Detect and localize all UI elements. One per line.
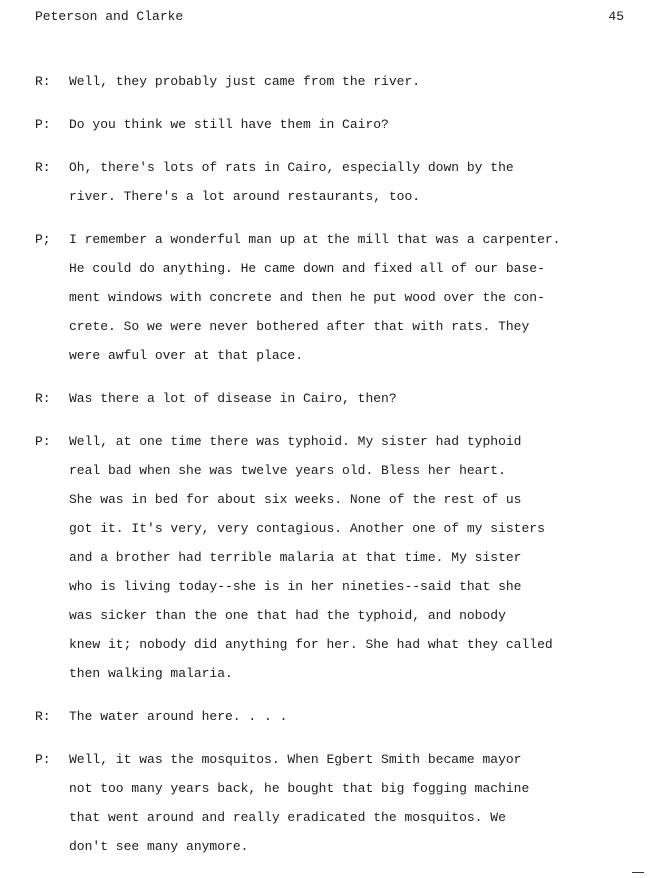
turn-text [69, 384, 625, 413]
text-line: were awful over at that place. [69, 348, 304, 363]
transcript-turn [35, 153, 625, 211]
text-line: ment windows with concrete and then he put wood over the con- [69, 290, 545, 305]
speaker-label: R: [35, 391, 51, 406]
text-line: don't see many anymore. [69, 839, 249, 854]
text-line: She was in bed for about six weeks. None of the rest of us [69, 492, 522, 507]
speaker-label: P; [35, 232, 51, 247]
turn-text [69, 745, 625, 861]
text-line: that went around and really eradicated the mosquitos. We [69, 810, 506, 825]
text-line: Well, they probably just came from the river. [69, 74, 421, 89]
text-line: was sicker than the one that had the typhoid, and nobody [69, 608, 506, 623]
transcript-turn [35, 702, 625, 731]
text-line: Well, at one time there was typhoid. My sister had typhoid [69, 434, 522, 449]
text-line: who is living today--she is in her nineties--said that she [69, 579, 522, 594]
turn-text [69, 427, 625, 688]
turn-text [69, 153, 625, 211]
corner-mark [632, 872, 644, 873]
text-line: river. There's a lot around restaurants, too. [69, 189, 421, 204]
speaker-label: P: [35, 117, 51, 132]
text-line: not too many years back, he bought that big fogging machine [69, 781, 530, 796]
text-line: Well, it was the mosquitos. When Egbert Smith became mayor [69, 752, 522, 767]
transcript-turn [35, 110, 625, 139]
text-line: real bad when she was twelve years old. Bless her heart. [69, 463, 506, 478]
page-number: 45 [608, 9, 624, 24]
speaker-label: R: [35, 74, 51, 89]
text-line: crete. So we were never bothered after that with rats. They [69, 319, 530, 334]
text-line: I remember a wonderful man up at the mill that was a carpenter. [69, 232, 561, 247]
text-line: Oh, there's lots of rats in Cairo, especially down by the [69, 160, 514, 175]
transcript-turn [35, 427, 625, 688]
text-line: knew it; nobody did anything for her. She had what they called [69, 637, 553, 652]
text-line: then walking malaria. [69, 666, 233, 681]
speaker-label: R: [35, 709, 51, 724]
speaker-label: P: [35, 434, 51, 449]
text-line: got it. It's very, very contagious. Another one of my sisters [69, 521, 545, 536]
text-line: He could do anything. He came down and fixed all of our base- [69, 261, 545, 276]
text-line: Was there a lot of disease in Cairo, then? [69, 391, 397, 406]
turn-text [69, 110, 625, 139]
text-line: and a brother had terrible malaria at that time. My sister [69, 550, 522, 565]
turn-text [69, 702, 625, 731]
speaker-label: P: [35, 752, 51, 767]
speaker-label: R: [35, 160, 51, 175]
text-line: The water around here. . . . [69, 709, 288, 724]
transcript-turn [35, 745, 625, 861]
transcript-turn [35, 225, 625, 370]
transcript-turn [35, 67, 625, 96]
header-author: Peterson and Clarke [35, 9, 184, 24]
transcript-body [35, 67, 625, 875]
text-line: Do you think we still have them in Cairo? [69, 117, 389, 132]
turn-text [69, 67, 625, 96]
turn-text [69, 225, 625, 370]
transcript-turn [35, 384, 625, 413]
